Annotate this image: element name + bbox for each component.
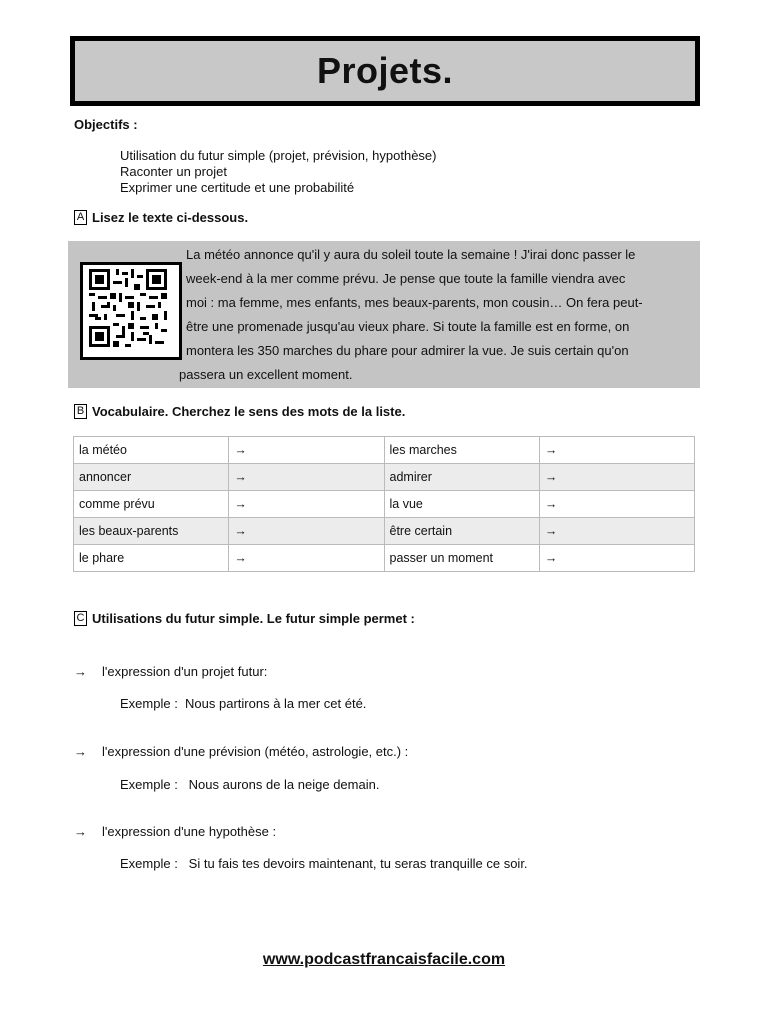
- vocab-table: [73, 436, 695, 572]
- vocab-term: le phare: [74, 545, 229, 572]
- vocab-answer-cell[interactable]: →: [539, 437, 694, 464]
- example-line: [120, 856, 528, 871]
- section-a-heading: [74, 210, 248, 225]
- vocab-term: la vue: [384, 491, 539, 518]
- vocab-answer-cell[interactable]: →: [539, 491, 694, 518]
- table-row: [74, 464, 695, 491]
- vocab-answer-cell[interactable]: →: [539, 545, 694, 572]
- reading-line: passera un excellent moment.: [179, 367, 353, 382]
- section-b-heading: [74, 404, 405, 419]
- vocab-term: passer un moment: [384, 545, 539, 572]
- vocab-answer-cell[interactable]: →: [539, 518, 694, 545]
- arrow-right-icon: →: [74, 744, 87, 759]
- use-item: [74, 744, 408, 759]
- example-text: Nous aurons de la neige demain.: [188, 777, 380, 792]
- vocab-term: les beaux-parents: [74, 518, 229, 545]
- example-label: Exemple :: [120, 856, 178, 871]
- section-c-title: Utilisations du futur simple. Le futur simple permet :: [92, 611, 415, 626]
- section-a-letter: A: [74, 210, 87, 225]
- arrow-right-icon: →: [74, 824, 87, 839]
- reading-line: week-end à la mer comme prévu. Je pense que toute la famille viendra avec: [186, 271, 626, 286]
- section-c-letter: C: [74, 611, 87, 626]
- example-line: [120, 777, 379, 792]
- vocab-answer-cell[interactable]: →: [229, 464, 384, 491]
- objectif-item: Raconter un projet: [120, 164, 227, 179]
- arrow-right-icon: →: [74, 664, 87, 679]
- example-line: [120, 696, 366, 711]
- use-text: l'expression d'une hypothèse :: [102, 824, 277, 839]
- objectifs-label: Objectifs :: [74, 117, 138, 132]
- reading-line: être une promenade jusqu'au vieux phare. Si toute la famille est en forme, on: [186, 319, 630, 334]
- use-item: [74, 824, 276, 839]
- section-b-title: Vocabulaire. Cherchez le sens des mots de la liste.: [92, 404, 406, 419]
- use-text: l'expression d'un projet futur:: [102, 664, 268, 679]
- example-text: Si tu fais tes devoirs maintenant, tu seras tranquille ce soir.: [188, 856, 528, 871]
- use-text: l'expression d'une prévision (météo, astrologie, etc.) :: [102, 744, 409, 759]
- reading-line: montera les 350 marches du phare pour admirer la vue. Je suis certain qu'on: [186, 343, 629, 358]
- vocab-term: les marches: [384, 437, 539, 464]
- reading-text: [179, 241, 691, 387]
- objectifs-list: [120, 148, 436, 196]
- objectif-item: Utilisation du futur simple (projet, prévision, hypothèse): [120, 148, 437, 163]
- table-row: [74, 491, 695, 518]
- vocab-term: la météo: [74, 437, 229, 464]
- objectif-item: Exprimer une certitude et une probabilité: [120, 180, 355, 195]
- table-row: [74, 437, 695, 464]
- vocab-term: être certain: [384, 518, 539, 545]
- reading-box: [68, 241, 700, 388]
- example-text: Nous partirons à la mer cet été.: [185, 696, 367, 711]
- page-title: Projets.: [316, 50, 454, 91]
- section-c-heading: [74, 611, 415, 626]
- vocab-answer-cell[interactable]: →: [539, 464, 694, 491]
- reading-line: La météo annonce qu'il y aura du soleil toute la semaine ! J'irai donc passer le: [186, 247, 636, 262]
- example-label: Exemple :: [120, 777, 178, 792]
- example-label: Exemple :: [120, 696, 178, 711]
- table-row: [74, 518, 695, 545]
- vocab-term: admirer: [384, 464, 539, 491]
- vocab-answer-cell[interactable]: →: [229, 491, 384, 518]
- section-b-letter: B: [74, 404, 87, 419]
- qr-code-icon[interactable]: [80, 262, 182, 360]
- table-row: [74, 545, 695, 572]
- vocab-answer-cell[interactable]: →: [229, 437, 384, 464]
- title-box: [70, 36, 700, 106]
- vocab-answer-cell[interactable]: →: [229, 545, 384, 572]
- footer-link[interactable]: www.podcastfrancaisfacile.com: [262, 951, 506, 968]
- qr-code-graphic: [89, 269, 167, 347]
- section-a-title: Lisez le texte ci-dessous.: [92, 210, 249, 225]
- vocab-term: comme prévu: [74, 491, 229, 518]
- use-item: [74, 664, 267, 679]
- reading-line: moi : ma femme, mes enfants, mes beaux-parents, mon cousin… On fera peut-: [186, 295, 643, 310]
- vocab-term: annoncer: [74, 464, 229, 491]
- vocab-answer-cell[interactable]: →: [229, 518, 384, 545]
